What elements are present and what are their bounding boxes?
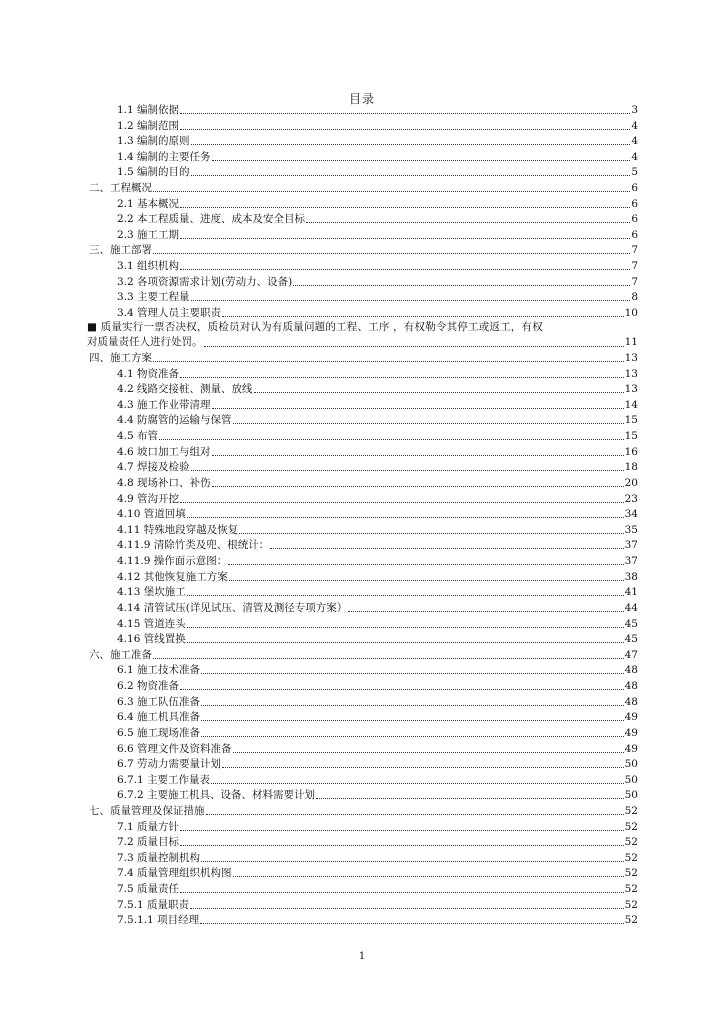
toc-entry-page: 18 — [624, 461, 638, 474]
dot-leader — [212, 455, 624, 456]
toc-entry-page: 4 — [631, 150, 638, 163]
dot-leader — [212, 160, 631, 161]
toc-entry-title: 3.3 主要工程量 — [117, 291, 190, 304]
toc-entry[interactable] — [117, 788, 638, 802]
paragraph-line-2-text: 对质量责任人进行处罚。 — [87, 336, 203, 348]
toc-paragraph-entry[interactable] — [87, 320, 638, 350]
dot-leader — [228, 564, 623, 565]
dot-leader — [254, 392, 624, 393]
dot-leader — [200, 923, 624, 924]
toc-entry[interactable] — [117, 554, 638, 568]
toc-entry-title: 7.1 质量方针 — [117, 820, 180, 833]
dot-leader — [180, 238, 630, 239]
toc-entry-page: 52 — [624, 914, 638, 927]
toc-entry-title: 4.13 堡坎施工 — [117, 586, 186, 599]
toc-entry-title: 7.5 质量责任 — [117, 883, 180, 896]
toc-entry-page: 52 — [624, 883, 638, 896]
toc-entry-title: 6.3 施工队伍准备 — [117, 695, 201, 708]
toc-entry-page: 49 — [624, 742, 638, 755]
toc-entry-page: 7 — [631, 275, 638, 288]
dot-leader — [306, 222, 630, 223]
toc-entry-page: 52 — [624, 867, 638, 880]
toc-entry[interactable] — [117, 413, 638, 427]
toc-entry-page: 7 — [631, 260, 638, 272]
dot-leader — [229, 580, 624, 581]
toc-entry-page: 38 — [624, 570, 638, 583]
toc-entry-title: 2.1 基本概况 — [117, 197, 180, 210]
toc-entry-title: 7.4 质量管理组织机构图 — [117, 867, 232, 880]
toc-entry[interactable] — [117, 165, 638, 179]
dot-leader — [180, 129, 630, 130]
toc-entry-title: 4.14 清管试压(详见试压、清管及测径专项方案） — [117, 601, 348, 614]
toc-entry-title: 1.2 编制范围 — [117, 119, 180, 132]
toc-entry[interactable] — [117, 820, 638, 834]
toc-entry-page: 6 — [631, 228, 638, 241]
toc-entry-page: 13 — [624, 383, 638, 396]
toc-entry[interactable] — [117, 742, 638, 756]
toc-entry[interactable] — [117, 275, 638, 289]
toc-entry[interactable] — [117, 259, 638, 273]
toc-entry[interactable] — [117, 913, 638, 927]
page-number: 1 — [358, 951, 366, 962]
toc-entry-page: 37 — [624, 539, 638, 552]
toc-entry[interactable] — [117, 898, 638, 912]
toc-entry-page: 20 — [624, 476, 638, 489]
toc-entry-page: 45 — [624, 617, 638, 630]
dot-leader — [180, 689, 624, 690]
dot-leader — [222, 767, 624, 768]
toc-entry[interactable] — [117, 119, 638, 133]
paragraph-page-number: 11 — [624, 336, 638, 348]
toc-entry-page: 4 — [631, 135, 638, 148]
dot-leader — [187, 517, 624, 518]
toc-entry[interactable] — [117, 695, 638, 709]
toc-entry[interactable] — [89, 243, 638, 257]
toc-entry[interactable] — [89, 181, 638, 195]
dot-leader — [239, 533, 623, 534]
toc-entry-page: 44 — [624, 601, 638, 614]
toc-entry-title: 4.16 管线置换 — [117, 633, 186, 646]
dot-leader — [191, 144, 631, 145]
toc-entry[interactable] — [117, 429, 638, 443]
toc-entry-page: 48 — [624, 695, 638, 708]
toc-entry-title: 7.3 质量控制机构 — [117, 851, 201, 864]
toc-entry[interactable] — [117, 679, 638, 693]
toc-entry-page: 13 — [624, 352, 638, 364]
toc-entry-title: 4.12 其他恢复施工方案 — [117, 570, 228, 583]
toc-entry-title: 3.4 管理人员主要职责 — [117, 306, 222, 319]
toc-entry[interactable] — [117, 757, 638, 771]
toc-entry[interactable] — [117, 367, 638, 381]
toc-entry-title: 6.7.1 主要工作量表 — [117, 773, 211, 786]
paragraph-line-2 — [87, 335, 638, 350]
toc-entry[interactable] — [117, 134, 638, 148]
toc-entry-title: 4.4 防腐管的运输与保管 — [117, 414, 232, 427]
dot-leader — [153, 191, 630, 192]
toc-entry-page: 48 — [624, 680, 638, 693]
toc-entry[interactable] — [117, 851, 638, 865]
dot-leader — [316, 798, 624, 799]
toc-entry-page: 13 — [624, 367, 638, 380]
toc-entry-title: 4.9 管沟开挖 — [117, 492, 180, 505]
toc-entry[interactable] — [117, 585, 638, 599]
toc-entry-page: 50 — [624, 789, 638, 802]
toc-entry-title: 4.1 物资准备 — [117, 367, 180, 380]
toc-title: 目录 — [348, 92, 375, 106]
dot-leader — [293, 285, 630, 286]
toc-entry[interactable] — [117, 773, 638, 787]
dot-leader — [233, 876, 624, 877]
toc-entry[interactable] — [117, 103, 638, 117]
toc-entry-page: 34 — [624, 508, 638, 521]
dot-leader — [222, 316, 624, 317]
toc-entry-title: 三、施工部署 — [89, 244, 152, 257]
toc-entry[interactable] — [89, 648, 638, 662]
dot-leader — [180, 377, 624, 378]
toc-entry-title: 4.8 现场补口、补伤 — [117, 476, 211, 489]
dot-leader — [180, 845, 624, 846]
toc-entry[interactable] — [117, 835, 638, 849]
toc-entry-title: 4.10 管道回填 — [117, 508, 186, 521]
dot-leader — [153, 658, 624, 659]
toc-entry[interactable] — [117, 476, 638, 490]
toc-entry[interactable] — [117, 882, 638, 896]
toc-entry-page: 52 — [624, 851, 638, 864]
dot-leader — [204, 346, 624, 347]
toc-entry-title: 6.4 施工机具准备 — [117, 711, 201, 724]
toc-entry-title: 4.11 特殊地段穿越及恢复 — [117, 523, 239, 536]
toc-entry-title: 7.5.1 质量职责 — [117, 898, 190, 911]
toc-entry-page: 15 — [624, 414, 638, 427]
dot-leader — [187, 595, 624, 596]
toc-entry-title: 4.11.9 清除竹类及兜、根统计： — [117, 539, 270, 552]
toc-entry[interactable] — [117, 632, 638, 646]
toc-entry-title: 6.6 管理文件及资料准备 — [117, 742, 232, 755]
toc-entry-title: 2.2 本工程质量、进度、成本及安全目标 — [117, 213, 306, 226]
paragraph-line-1: ■ 质量实行一票否决权，质检员对认为有质量问题的工程、工序 ，有权勒令其停工或返工，有权 — [87, 321, 543, 333]
toc-entry-title: 3.2 各项资源需求计划(劳动力、设备) — [117, 275, 293, 288]
dot-leader — [201, 720, 624, 721]
dot-leader — [153, 253, 630, 254]
toc-entry[interactable] — [117, 460, 638, 474]
toc-entry[interactable] — [117, 617, 638, 631]
toc-entry[interactable] — [117, 445, 638, 459]
toc-entry-page: 50 — [624, 773, 638, 786]
toc-entry-page: 41 — [624, 586, 638, 599]
toc-entry-page: 37 — [624, 555, 638, 568]
toc-entry-page: 14 — [624, 398, 638, 411]
dot-leader — [187, 642, 624, 643]
toc-entry-page: 49 — [624, 726, 638, 739]
toc-entry-page: 23 — [624, 492, 638, 505]
toc-entry-page: 6 — [631, 213, 638, 226]
toc-entry-page: 45 — [624, 633, 638, 646]
dot-leader — [190, 908, 624, 909]
toc-entry[interactable] — [117, 570, 638, 584]
toc-entry-title: 7.2 质量目标 — [117, 836, 180, 849]
dot-leader — [191, 175, 631, 176]
dot-leader — [180, 269, 630, 270]
toc-entry-title: 1.3 编制的原则 — [117, 135, 190, 148]
dot-leader — [201, 861, 624, 862]
toc-entry[interactable] — [89, 804, 638, 818]
toc-entry-title: 4.7 焊接及检验 — [117, 461, 190, 474]
toc-entry-title: 4.2 线路交接桩、测量、放线 — [117, 383, 253, 396]
dot-leader — [270, 548, 623, 549]
toc-entry[interactable] — [117, 197, 638, 211]
toc-entry-page: 47 — [624, 648, 638, 661]
dot-leader — [180, 113, 630, 114]
toc-entry[interactable] — [117, 492, 638, 506]
toc-entry[interactable] — [117, 398, 638, 412]
dot-leader — [201, 705, 624, 706]
dot-leader — [206, 814, 624, 815]
toc-entry[interactable] — [117, 523, 638, 537]
toc-entry-page: 48 — [624, 664, 638, 677]
toc-entry-page: 6 — [631, 182, 638, 194]
toc-entry-title: 7.5.1.1 项目经理 — [117, 914, 200, 927]
toc-entry-title: 6.2 物资准备 — [117, 680, 180, 693]
toc-entry-page: 52 — [624, 820, 638, 833]
dot-leader — [191, 300, 631, 301]
toc-entry-title: 6.5 施工现场准备 — [117, 726, 201, 739]
dot-leader — [212, 408, 624, 409]
toc-entry-title: 4.6 坡口加工与组对 — [117, 445, 211, 458]
toc-entry[interactable] — [117, 866, 638, 880]
toc-entry[interactable] — [117, 663, 638, 677]
toc-entry-page: 50 — [624, 758, 638, 771]
toc-entry-title: 3.1 组织机构 — [117, 260, 180, 272]
toc-entry-title: 6.7.2 主要施工机具、设备、材料需要计划 — [117, 789, 316, 802]
toc-entry[interactable] — [117, 228, 638, 242]
toc-entry-title: 6.1 施工技术准备 — [117, 664, 201, 677]
toc-entry-title: 六、施工准备 — [89, 648, 152, 661]
toc-entry[interactable] — [117, 306, 638, 320]
toc-entry[interactable] — [117, 710, 638, 724]
dot-leader — [180, 892, 624, 893]
toc-entry[interactable] — [117, 212, 638, 226]
toc-entry-page: 5 — [631, 166, 638, 179]
dot-leader — [233, 752, 624, 753]
dot-leader — [187, 627, 624, 628]
toc-entry-page: 52 — [624, 836, 638, 849]
toc-entry-page: 49 — [624, 711, 638, 724]
toc-entry[interactable] — [117, 290, 638, 304]
dot-leader — [211, 783, 624, 784]
toc-entry[interactable] — [89, 351, 638, 365]
dot-leader — [201, 673, 624, 674]
toc-entry[interactable] — [117, 150, 638, 164]
toc-entry-page: 35 — [624, 523, 638, 536]
toc-entry-title: 4.3 施工作业带清理 — [117, 398, 211, 411]
dot-leader — [233, 423, 624, 424]
toc-entry[interactable] — [117, 726, 638, 740]
dot-leader — [180, 207, 630, 208]
dot-leader — [180, 502, 624, 503]
toc-entry-page: 4 — [631, 119, 638, 132]
toc-entry-page: 52 — [624, 898, 638, 911]
toc-entry-page: 6 — [631, 197, 638, 210]
toc-entry-title: 四、施工方案 — [89, 352, 152, 364]
toc-entry-page: 7 — [631, 244, 638, 257]
dot-leader — [180, 830, 624, 831]
dot-leader — [348, 611, 623, 612]
dot-leader — [201, 736, 624, 737]
toc-entry-title: 6.7 劳动力需要量计划 — [117, 758, 222, 771]
toc-entry-page: 52 — [624, 804, 638, 817]
toc-entry-title: 4.11.9 操作面示意图： — [117, 555, 228, 568]
dot-leader — [191, 470, 624, 471]
dot-leader — [159, 439, 624, 440]
toc-entry-page: 8 — [631, 291, 638, 304]
toc-entry-title: 七、质量管理及保证措施 — [89, 804, 205, 817]
toc-entry-page: 10 — [624, 306, 638, 319]
toc-entry-title: 2.3 施工工期 — [117, 228, 180, 241]
toc-entry-title: 4.5 布管 — [117, 430, 159, 443]
toc-entry-page: 16 — [624, 445, 638, 458]
toc-entry-title: 1.5 编制的目的 — [117, 166, 190, 179]
toc-entry-page: 15 — [624, 430, 638, 443]
toc-entry-title: 二、工程概况 — [89, 182, 152, 194]
toc-entry-title: 4.15 管道连头 — [117, 617, 186, 630]
toc-entry[interactable] — [117, 507, 638, 521]
toc-entry-page: 3 — [631, 104, 638, 116]
toc-entry[interactable] — [117, 601, 638, 615]
toc-entry-title: 1.1 编制依据 — [117, 104, 180, 116]
dot-leader — [212, 486, 624, 487]
toc-entry[interactable] — [117, 538, 638, 552]
toc-entry-title: 1.4 编制的主要任务 — [117, 150, 211, 163]
toc-entry[interactable] — [117, 382, 638, 396]
dot-leader — [153, 361, 624, 362]
